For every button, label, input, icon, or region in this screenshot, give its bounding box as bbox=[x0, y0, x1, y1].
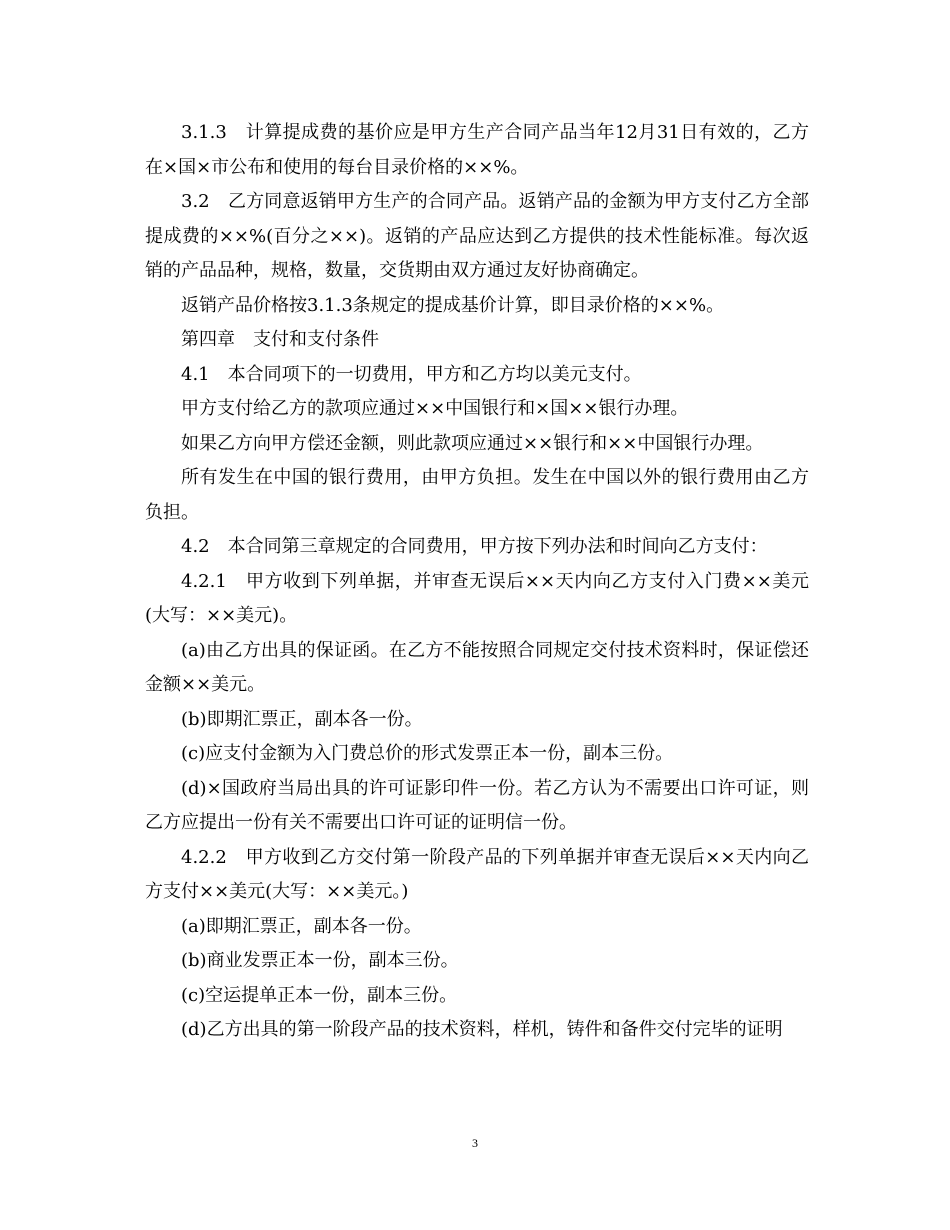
paragraph-4-1: 4.1 本合同项下的一切费用，甲方和乙方均以美元支付。 bbox=[181, 363, 642, 385]
page-number: 3 bbox=[472, 1136, 478, 1150]
paragraph-bank-fees: 所有发生在中国的银行费用，由甲方负担。发生在中国以外的银行费用由乙方负担。 bbox=[145, 467, 809, 523]
list-item-d-2: (d)乙方出具的第一阶段产品的技术资料，样机，铸件和备件交付完毕的证明 bbox=[181, 1019, 783, 1040]
paragraph-4-2-1: 4.2.1 甲方收到下列单据，并审查无误后××天内向乙方支付入门费××美元(大写：××美元)。 bbox=[145, 570, 809, 626]
list-item-b-2: (b)商业发票正本一份，副本三份。 bbox=[181, 950, 459, 971]
paragraph-3-1-3: 3.1.3 计算提成费的基价应是甲方生产合同产品当年12月31日有效的，乙方在×国×市公布和使用的每台目录价格的××%。 bbox=[145, 122, 809, 178]
list-item-b: (b)即期汇票正，副本各一份。 bbox=[181, 708, 423, 730]
list-item-a: (a)由乙方出具的保证函。在乙方不能按照合同规定交付技术资料时，保证偿还金额××美元。 bbox=[145, 639, 809, 695]
paragraph-payment-bank: 甲方支付给乙方的款项应通过××中国银行和×国××银行办理。 bbox=[181, 398, 689, 419]
paragraph-3-2: 3.2 乙方同意返销甲方生产的合同产品。返销产品的金额为甲方支付乙方全部提成费的××%(百分之××)。返销的产品应达到乙方提供的技术性能标准。每次返销的产品品种，规格，数量，交货期由双方通过友好协商确定。 bbox=[145, 191, 809, 281]
list-item-a-2: (a)即期汇票正，副本各一份。 bbox=[181, 915, 422, 937]
chapter-heading: 第四章 支付和支付条件 bbox=[181, 329, 379, 350]
paragraph-buyback-price: 返销产品价格按3.1.3条规定的提成基价计算，即目录价格的××%。 bbox=[181, 294, 725, 316]
paragraph-4-2: 4.2 本合同第三章规定的合同费用，甲方按下列办法和时间向乙方支付： bbox=[181, 536, 768, 557]
list-item-d: (d)×国政府当局出具的许可证影印件一份。若乙方认为不需要出口许可证，则乙方应提出一份有关不需要出口许可证的证明信一份。 bbox=[145, 777, 809, 833]
list-item-c: (c)应支付金额为入门费总价的形式发票正本一份，副本三份。 bbox=[181, 743, 674, 764]
list-item-c-2: (c)空运提单正本一份，副本三份。 bbox=[181, 984, 458, 1006]
paragraph-repayment-bank: 如果乙方向甲方偿还金额，则此款项应通过××银行和××中国银行办理。 bbox=[181, 432, 764, 454]
document-body bbox=[145, 116, 809, 1048]
paragraph-4-2-2: 4.2.2 甲方收到乙方交付第一阶段产品的下列单据并审查无误后××天内向乙方支付××美元(大写：××美元。) bbox=[145, 846, 809, 902]
